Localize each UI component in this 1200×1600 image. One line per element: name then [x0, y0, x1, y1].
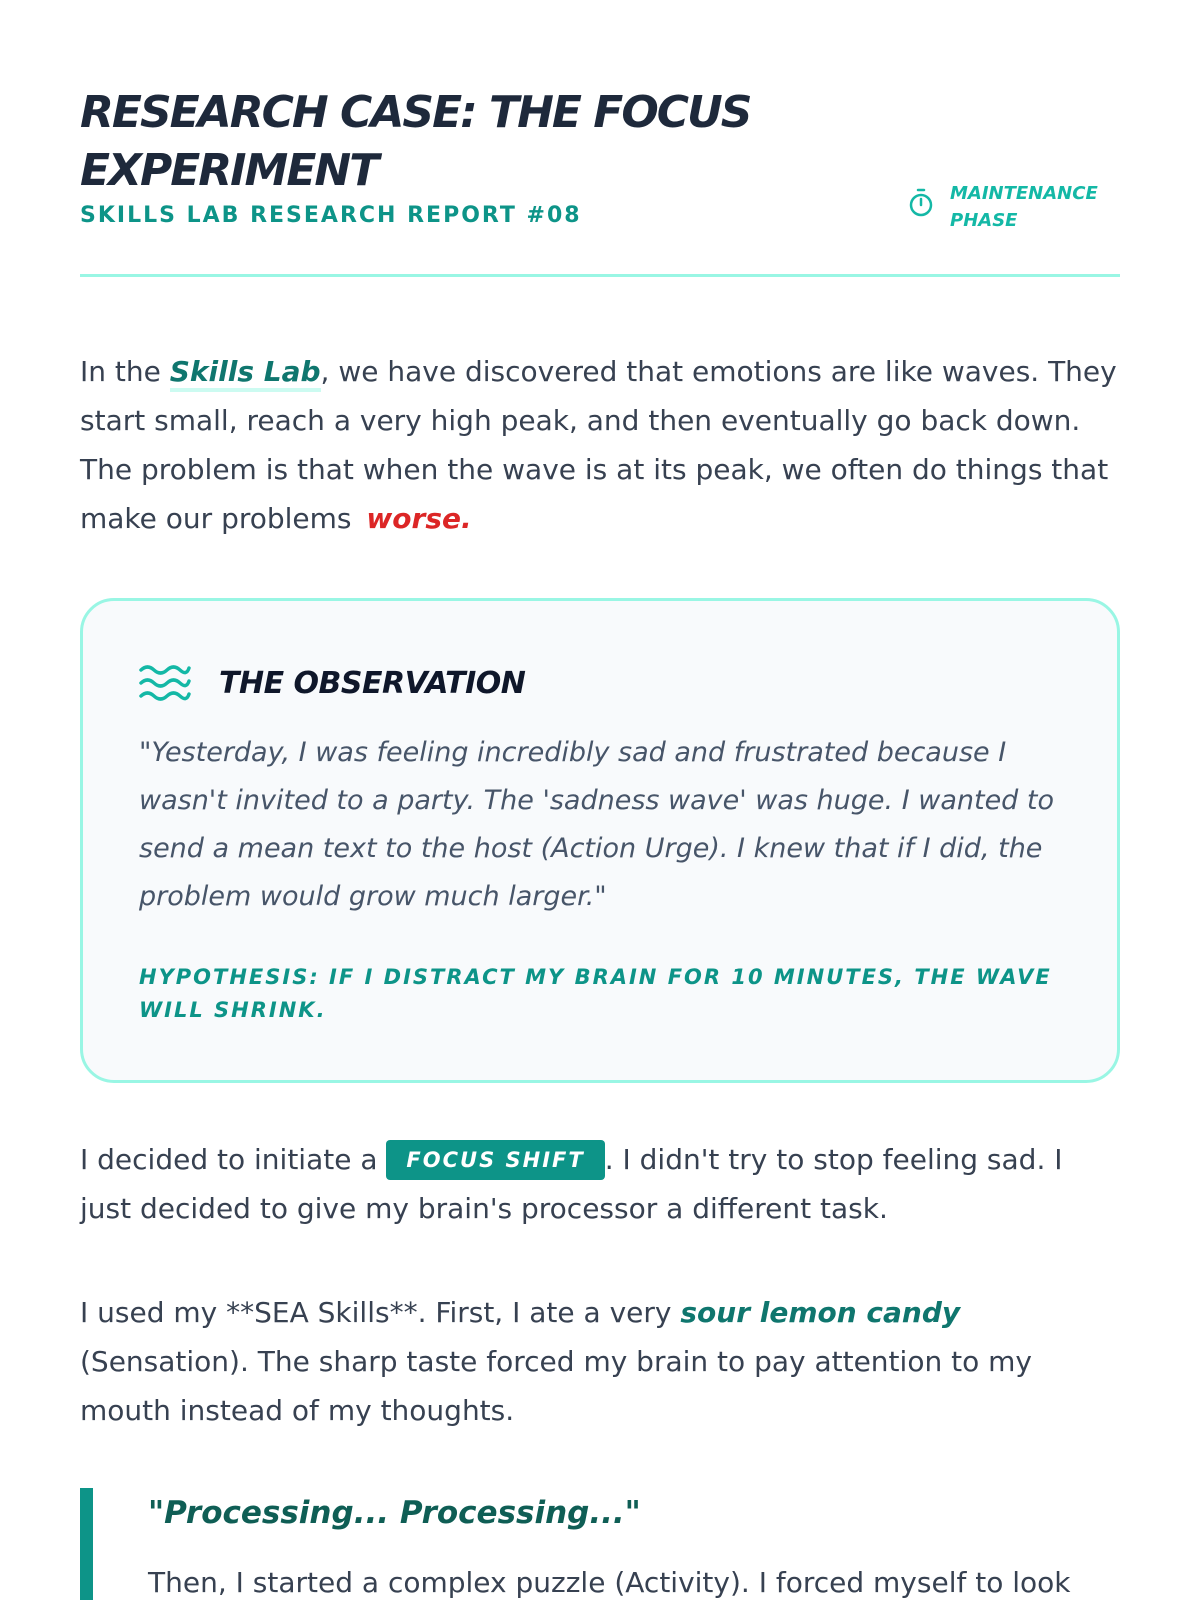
observation-title: THE OBSERVATION	[219, 665, 526, 701]
sea-text-end: (Sensation). The sharp taste forced my brain to pay attention to my mouth instead of my thoughts.	[80, 1345, 1032, 1427]
hypothesis-text: HYPOTHESIS: IF I DISTRACT MY BRAIN FOR 10 MINUTES, THE WAVE WILL SHRINK.	[139, 965, 1052, 1022]
decision-text-end: . I didn't try to stop feeling sad. I just decided to give my brain's processor a different task.	[80, 1143, 1063, 1225]
observation-card	[80, 598, 1120, 1083]
sour-lemon-keyword: sour lemon candy	[680, 1296, 961, 1329]
callout-title: "Processing... Processing..."	[148, 1495, 641, 1531]
decision-paragraph	[80, 1135, 1120, 1233]
report-header	[80, 0, 1120, 277]
sea-text-start: I used my **SEA Skills**. First, I ate a very	[80, 1296, 681, 1329]
intro-text-middle: , we have discovered that emotions are like waves. They start small, reach a very high peak, and then eventually go back down. The problem is that when the wave is at its peak, we often do things that make our problems	[80, 355, 1117, 535]
stopwatch-icon	[908, 188, 934, 218]
page-title: RESEARCH CASE: THE FOCUS EXPERIMENT	[80, 87, 751, 196]
processing-callout	[80, 1488, 1120, 1600]
phase-label: MAINTENANCE PHASE	[950, 183, 1098, 231]
observation-quote: "Yesterday, I was feeling incredibly sad and frustrated because I wasn't invited to a party. The 'sadness wave' was huge. I wanted to send a mean text to the host (Action Urge). I knew that if I did, the problem would grow much larger."	[139, 737, 1055, 912]
focus-shift-badge: FOCUS SHIFT	[386, 1140, 604, 1180]
decision-text-start: I decided to initiate a	[80, 1143, 387, 1176]
callout-text: Then, I started a complex puzzle (Activity). I forced myself to look	[148, 1566, 1071, 1599]
phase-indicator	[908, 180, 1120, 234]
intro-paragraph	[80, 347, 1120, 543]
waves-icon	[139, 662, 191, 704]
intro-text-start: In the	[80, 355, 170, 388]
report-subtitle: SKILLS LAB RESEARCH REPORT #08	[80, 203, 582, 228]
skills-lab-link[interactable]: Skills Lab	[170, 355, 321, 392]
observation-header	[139, 653, 1061, 713]
sea-paragraph	[80, 1288, 1120, 1435]
worse-emphasis: worse.	[366, 502, 472, 535]
